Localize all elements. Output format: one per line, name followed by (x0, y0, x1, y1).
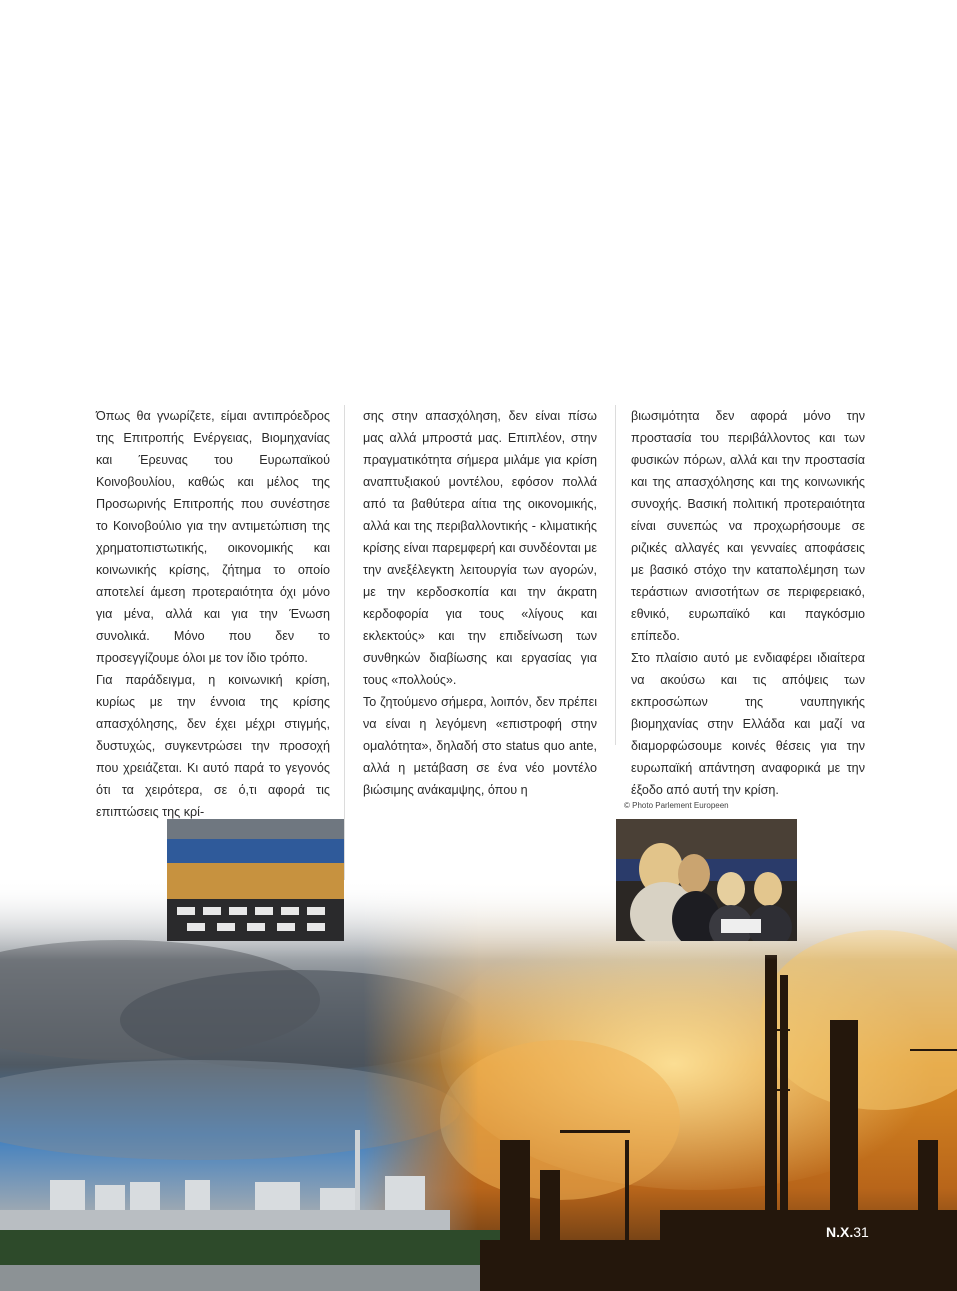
paragraph: σης στην απασχόληση, δεν είναι πίσω μας αλλά μπροστά μας. Επιπλέον, στην πραγματικότητα σήμερα μιλάμε για κρίση αναπτυξιακού μοντέλου, εφόσον πολλά από τα βαθύτερα αίτια της οικονομικής, αλλά και της περιβαλλοντικής - κλιματικής κρίσης είναι παρεμφερή και συνδέονται με την ανεξέλεγκτη λειτουργία των αγορών, με την κερδοσκοπία και την άκρατη κερδοφορία για τους «λίγους και εκλεκτούς» και την επιδείνωση των συνθηκών διαβίωσης και εργασίας για τους «πολλούς». (363, 409, 598, 687)
paragraph: Για παράδειγμα, η κοινωνική κρίση, κυρίως με την έννοια της κρίσης απασχόλησης, δεν έχει μέχρι στιγμής, δυστυχώς, συγκεντρώσει την προσοχή που χρειάζεται. Κι αυτό παρά το γεγονός ότι τα χειρότερα, σε ό,τι αφορά τις επιπτώσεις της κρί- (96, 673, 330, 819)
column-divider-2 (615, 405, 616, 745)
page-number (826, 1224, 869, 1240)
parliament-hall-photo (167, 819, 344, 941)
text-column-3 (631, 405, 865, 801)
magazine-initials: Ν.Χ. (826, 1224, 854, 1240)
paragraph: Το ζητούμενο σήμερα, λοιπόν, δεν πρέπει να είναι η λεγόμενη «επιστροφή στην ομαλότητα», δηλαδή στο status quo ante, αλλά η μετάβαση σε ένα νέο μοντέλο βιώσιμης ανάκαμψης, όπου η (363, 695, 597, 797)
image-top-fade (0, 880, 957, 960)
column-divider-1 (344, 405, 345, 885)
photo-credit: © Photo Parlement Europeen (624, 801, 729, 810)
page-number-value: 31 (853, 1224, 869, 1240)
paragraph: βιωσιμότητα δεν αφορά μόνο την προστασία του περιβάλλοντος και των φυσικών πόρων, αλλά και την προστασία και της απασχόλησης και της κοινωνικής συνοχής. Βασική πολιτική προτεραιότητα είναι συνεπώς να προχωρήσουμε σε ριζικές αλλαγές και γενναίες αποφάσεις με βασικό στόχο την καταπολέμηση των τεράστιων ανισοτήτων σε περιφερειακό, εθνικό, ευρωπαϊκό και παγκόσμιο επίπεδο. (631, 409, 865, 643)
text-column-1 (96, 405, 330, 823)
meps-meeting-photo (616, 819, 797, 941)
paragraph: Στο πλαίσιο αυτό με ενδιαφέρει ιδιαίτερα να ακούσω και τις απόψεις των εκπροσώπων της ναυπηγικής βιομηχανίας στην Ελλάδα και μαζί να διαμορφώσουμε κοινές θέσεις για την ευρωπαϊκή απάντηση αναφορικά με την έξοδο από αυτή την κρίση. (631, 651, 865, 797)
text-column-2 (363, 405, 597, 801)
paragraph: Όπως θα γνωρίζετε, είμαι αντιπρόεδρος της Επιτροπής Ενέργειας, Βιομηχανίας και Έρευνας του Ευρωπαϊκού Κοινοβουλίου, καθώς και μέλος της Προσωρινής Επιτροπής που συνέστησε το Κοινοβούλιο για την αντιμετώπιση της χρηματοπιστωτικής, οικονομικής και κοινωνικής κρίσης, ζήτημα το οποίο αποτελεί άμεση προτεραιότητα όχι μόνο για μένα, αλλά και για την Ένωση συνολικά. Μόνο που δεν το προσεγγίζουμε όλοι με τον ίδιο τρόπο. (96, 409, 330, 665)
